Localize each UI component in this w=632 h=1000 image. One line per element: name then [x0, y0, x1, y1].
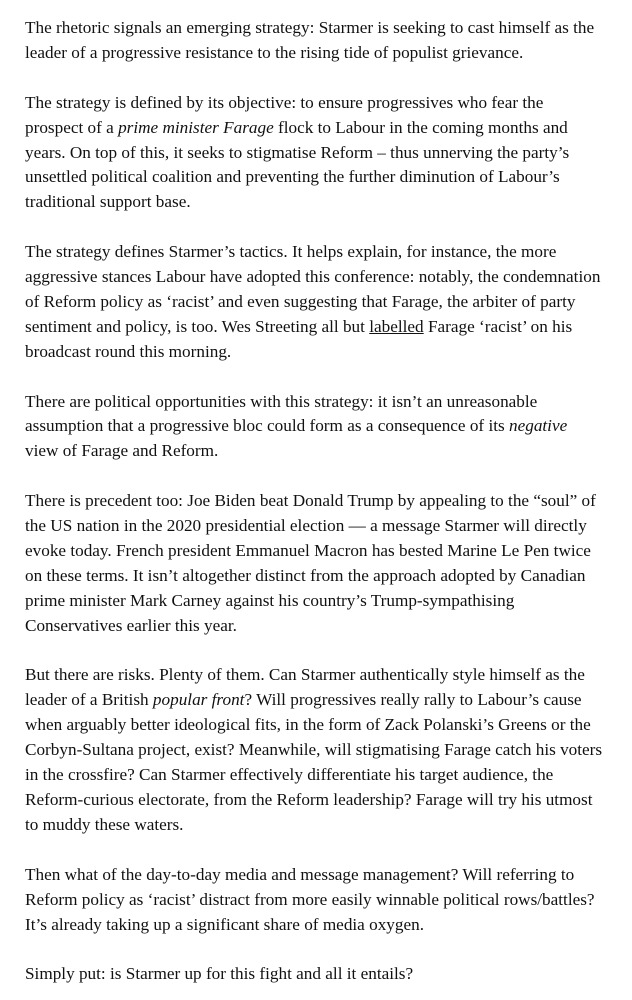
- text-line: [25, 514, 632, 539]
- text-line: [25, 713, 632, 738]
- text-line: [25, 439, 632, 464]
- text-line: [25, 863, 632, 888]
- text-segment: evoke today. French president Emmanuel Macron has bested Marine Le Pen twice: [25, 540, 591, 560]
- text-segment: in the crossfire? Can Starmer effectively differentiate his target audience, the: [25, 765, 554, 785]
- text-segment: leader of a progressive resistance to the rising tide of populist grievance.: [25, 42, 524, 62]
- text-line: [25, 564, 632, 589]
- emphasis-text: negative: [509, 416, 568, 436]
- text-segment: on these terms. It isn’t altogether distinct from the approach adopted by Canadian: [25, 565, 586, 585]
- text-segment: broadcast round this morning.: [25, 341, 232, 361]
- text-segment: There is precedent too: Joe Biden beat Donald Trump by appealing to the “soul” of: [25, 491, 596, 511]
- text-segment: prospect of a: [25, 117, 119, 137]
- text-line: [25, 290, 632, 315]
- text-segment: The rhetoric signals an emerging strategy: Starmer is seeking to cast himself as the: [25, 18, 595, 37]
- text-segment: There are political opportunities with this strategy: it isn’t an unreasonable: [25, 391, 538, 411]
- text-line: [25, 738, 632, 763]
- text-segment: The strategy is defined by its objective: to ensure progressives who fear the: [25, 92, 544, 112]
- text-line: [25, 141, 632, 166]
- text-line: [25, 489, 632, 514]
- text-segment: The strategy defines Starmer’s tactics. It helps explain, for instance, the more: [25, 242, 557, 262]
- text-segment: flock to Labour in the coming months and: [273, 117, 568, 137]
- text-line: [25, 813, 632, 838]
- text-line: [25, 41, 632, 66]
- paragraph: [25, 390, 632, 465]
- text-segment: aggressive stances Labour have adopted this conference: notably, the condemnation: [25, 267, 601, 287]
- text-line: [25, 265, 632, 290]
- text-segment: It’s already taking up a significant share of media oxygen.: [25, 914, 425, 934]
- text-segment: sentiment and policy, is too. Wes Streeting all but: [25, 316, 370, 336]
- text-segment: to muddy these waters.: [25, 814, 184, 834]
- text-line: [25, 614, 632, 639]
- text-line: [25, 763, 632, 788]
- text-segment: leader of a British: [25, 690, 153, 710]
- text-line: [25, 888, 632, 913]
- text-segment: Simply put: is Starmer up for this fight and all it entails?: [25, 964, 414, 984]
- text-segment: ? Will progressives really rally to Labour’s cause: [244, 690, 582, 710]
- text-line: [25, 240, 632, 265]
- paragraph: [25, 240, 632, 365]
- text-line: [25, 165, 632, 190]
- text-line: [25, 16, 632, 41]
- text-line: [25, 315, 632, 340]
- text-segment: unsettled political coalition and preventing the further diminution of Labour’s: [25, 167, 560, 187]
- paragraph: [25, 91, 632, 216]
- text-line: [25, 91, 632, 116]
- text-segment: years. On top of this, it seeks to stigmatise Reform – thus unnerving the party’s: [25, 142, 570, 162]
- paragraph: [25, 962, 632, 987]
- text-segment: Then what of the day-to-day media and message management? Will referring to: [25, 864, 575, 884]
- text-line: [25, 116, 632, 141]
- text-line: [25, 589, 632, 614]
- text-segment: Farage ‘racist’ on his: [423, 316, 573, 336]
- text-line: [25, 663, 632, 688]
- paragraph: [25, 16, 632, 66]
- text-line: [25, 962, 632, 987]
- text-segment: of Reform policy as ‘racist’ and even suggesting that Farage, the arbiter of party: [25, 291, 576, 311]
- text-segment: view of Farage and Reform.: [25, 441, 219, 461]
- text-line: [25, 340, 632, 365]
- text-line: [25, 390, 632, 415]
- text-segment: Reform policy as ‘racist’ distract from more easily winnable political rows/battles?: [25, 889, 595, 909]
- text-segment: Conservatives earlier this year.: [25, 615, 237, 635]
- text-segment: But there are risks. Plenty of them. Can Starmer authentically style himself as the: [25, 665, 585, 685]
- text-segment: prime minister Mark Carney against his country’s Trump-sympathising: [25, 590, 515, 610]
- text-segment: Corbyn-Sultana project, exist? Meanwhile, will stigmatising Farage catch his voters: [25, 740, 603, 760]
- paragraph: [25, 489, 632, 638]
- text-line: [25, 688, 632, 713]
- text-line: [25, 190, 632, 215]
- paragraph: [25, 863, 632, 938]
- text-line: [25, 414, 632, 439]
- text-line: [25, 539, 632, 564]
- paragraph: [25, 663, 632, 837]
- text-line: [25, 913, 632, 938]
- text-segment: when arguably better ideological fits, in the form of Zack Polanski’s Greens or the: [25, 715, 591, 735]
- inline-link[interactable]: labelled: [369, 316, 424, 336]
- emphasis-text: popular front: [152, 690, 245, 710]
- text-segment: Reform-curious electorate, from the Reform leadership? Farage will try his utmost: [25, 790, 593, 810]
- emphasis-text: prime minister Farage: [118, 117, 274, 137]
- text-segment: the US nation in the 2020 presidential election — a message Starmer will directly: [25, 516, 587, 536]
- text-segment: assumption that a progressive bloc could form as a consequence of its: [25, 416, 509, 436]
- text-segment: traditional support base.: [25, 192, 191, 212]
- text-line: [25, 788, 632, 813]
